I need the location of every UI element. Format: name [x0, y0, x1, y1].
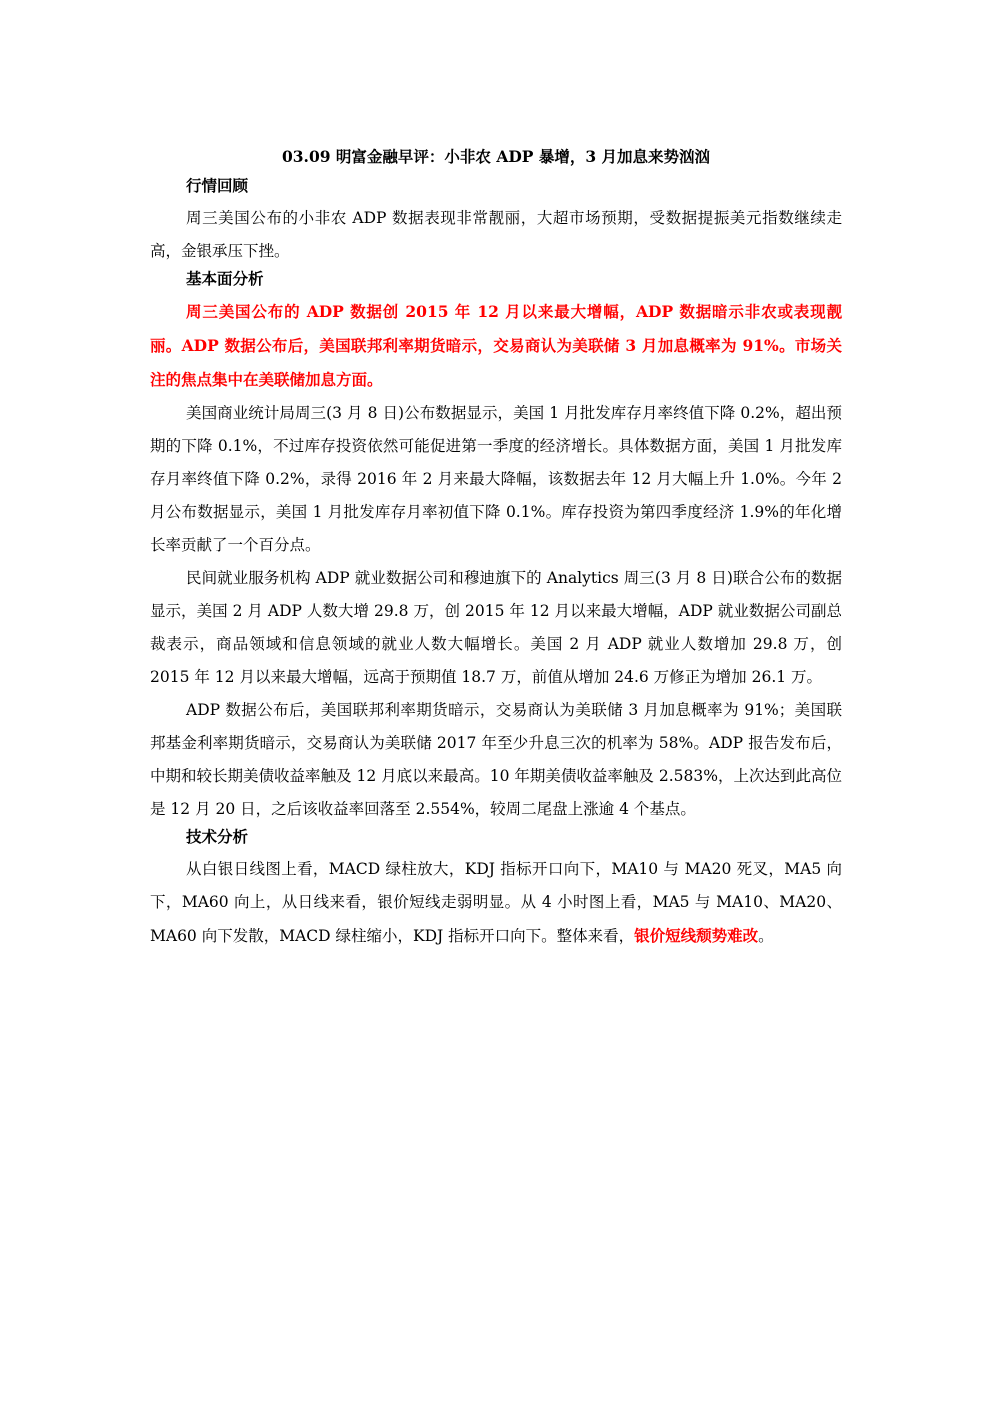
document-body	[150, 175, 842, 953]
highlighted-text: 周三美国公布的 ADP 数据创 2015 年 12 月以来最大增幅，ADP 数据暗示非农或表现靓丽。ADP 数据公布后，美国联邦利率期货暗示，交易商认为美联储 3 月加息概率为 91%。市场关注的焦点集中在美联储加息方面。	[150, 302, 842, 389]
section-heading: 行情回顾	[186, 176, 249, 195]
paragraph	[150, 694, 842, 826]
document-title: 03.09 明富金融早评：小非农 ADP 暴增，3 月加息来势汹汹	[281, 147, 711, 166]
paragraph	[150, 562, 842, 694]
section-heading: 基本面分析	[186, 269, 264, 288]
body-text: 从白银日线图上看，MACD 绿柱放大，KDJ 指标开口向下，MA10 与 MA20 死叉，MA5 向下，MA60 向上，从日线来看，银价短线走弱明显。从 4 小时图上看，MA5 与 MA10、MA20、MA60 向下发散，MACD 绿柱缩小，KDJ 指标开口向下。整体来看，	[150, 860, 842, 945]
body-text: 美国商业统计局周三(3 月 8 日)公布数据显示，美国 1 月批发库存月率终值下降 0.2%，超出预期的下降 0.1%，不过库存投资依然可能促进第一季度的经济增长。具体数据方面，美国 1 月批发库存月率终值下降 0.2%，录得 2016 年 2 月来最大降幅，该数据去年 12 月大幅上升 1.0%。今年 2 月公布数据显示，美国 1 月批发库存月率初值下降 0.1%。库存投资为第四季度经济 1.9%的年化增长率贡献了一个百分点。	[150, 404, 842, 554]
body-text: 周三美国公布的小非农 ADP 数据表现非常靓丽，大超市场预期，受数据提振美元指数继续走高，金银承压下挫。	[150, 209, 842, 260]
body-text: 民间就业服务机构 ADP 就业数据公司和穆迪旗下的 Analytics 周三(3 月 8 日)联合公布的数据显示，美国 2 月 ADP 人数大增 29.8 万，创 2015 年 12 月以来最大增幅，ADP 就业数据公司副总裁表示，商品领域和信息领域的就业人数大幅增长。美国 2 月 ADP 就业人数增加 29.8 万，创 2015 年 12 月以来最大增幅，远高于预期值 18.7 万，前值从增加 24.6 万修正为增加 26.1 万。	[150, 569, 842, 686]
paragraph	[150, 853, 842, 953]
body-text: 。	[758, 927, 774, 945]
paragraph	[150, 295, 842, 397]
paragraph	[150, 202, 842, 268]
paragraph	[150, 397, 842, 562]
document-page	[150, 146, 842, 953]
highlighted-text: 银价短线颓势难改	[634, 926, 759, 945]
section-heading: 技术分析	[186, 827, 249, 846]
body-text: ADP 数据公布后，美国联邦利率期货暗示，交易商认为美联储 3 月加息概率为 91%；美国联邦基金利率期货暗示，交易商认为美联储 2017 年至少升息三次的机率为 58%。ADP 报告发布后，中期和较长期美债收益率触及 12 月底以来最高。10 年期美债收益率触及 2.583%，上次达到此高位是 12 月 20 日，之后该收益率回落至 2.554%，较周二尾盘上涨逾 4 个基点。	[150, 701, 842, 818]
